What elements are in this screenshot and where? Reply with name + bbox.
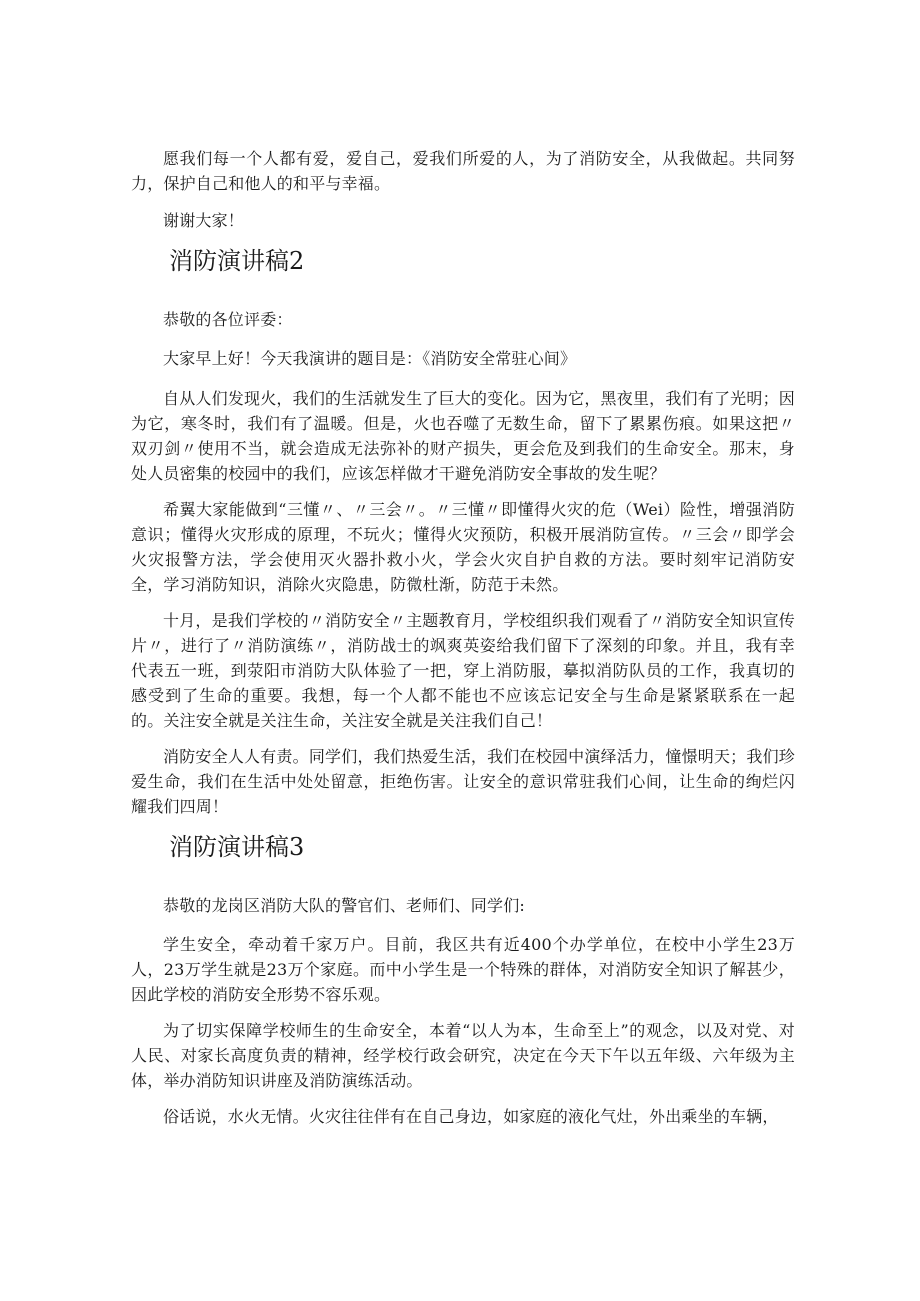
paragraph: 消防安全人人有责。同学们，我们热爱生活，我们在校园中演绎活力，憧憬明天；我们珍爱生命，我们在生活中处处留意，拒绝伤害。让安全的意识常驻我们心间，让生命的绚烂闪耀我们四周！ [131,747,795,816]
paragraph: 谢谢大家！ [163,211,245,230]
paragraph: 学生安全，牵动着千家万户。目前，我区共有近400个办学单位，在校中小学生23万人，23万学生就是23万个家庭。而中小学生是一个特殊的群体，对消防安全知识了解甚少，因此学校的消防安全形势不容乐观。 [131,935,795,1004]
paragraph: 恭敬的龙岗区消防大队的警官们、老师们、同学们: [163,896,525,915]
paragraph: 大家早上好！今天我演讲的题目是：《消防安全常驻心间》 [163,349,577,368]
section-heading: 消防演讲稿2 [169,247,305,275]
section-heading: 消防演讲稿3 [169,833,305,861]
paragraph: 自从人们发现火，我们的生活就发生了巨大的变化。因为它，黑夜里，我们有了光明；因为它，寒冬时，我们有了温暖。但是，火也吞噬了无数生命，留下了累累伤痕。如果这把〃双刃剑〃使用不当，就会造成无法弥补的财产损失，更会危及到我们的生命安全。那末，身处人员密集的校园中的我们，应该怎样做才干避免消防安全事故的发生呢？ [131,389,795,483]
paragraph: 俗话说，水火无情。火灾往往伴有在自己身边，如家庭的液化气灶，外出乘坐的车辆， [163,1107,779,1126]
paragraph: 恭敬的各位评委： [163,310,293,329]
paragraph: 为了切实保障学校师生的生命安全，本着“以人为本，生命至上”的观念，以及对党、对人民、对家长高度负责的精神，经学校行政会研究，决定在今天下午以五年级、六年级为主体，举办消防知识讲座及消防演练活动。 [131,1021,795,1090]
paragraph: 希翼大家能做到“三懂〃、〃三会〃。〃三懂〃即懂得火灾的危（Wei）险性，增强消防意识；懂得火灾形成的原理，不玩火；懂得火灾预防，积极开展消防宣传。〃三会〃即学会火灾报警方法，学会使用灭火器扑救小火，学会火灾自护自救的方法。要时刻牢记消防安全，学习消防知识，消除火灾隐患，防微杜渐，防范于未然。 [131,500,795,594]
paragraph: 十月，是我们学校的〃消防安全〃主题教育月，学校组织我们观看了〃消防安全知识宣传片〃，进行了〃消防演练〃，消防战士的飒爽英姿给我们留下了深刻的印象。并且，我有幸代表五一班，到荥阳市消防大队体验了一把，穿上消防服，摹拟消防队员的工作，我真切的感受到了生命的重要。我想，每一个人都不能也不应该忘记安全与生命是紧紧联系在一起的。关注安全就是关注生命，关注安全就是关注我们自己！ [131,611,795,730]
document-page [131,146,795,1129]
paragraph: 愿我们每一个人都有爱，爱自己，爱我们所爱的人，为了消防安全，从我做起。共同努力，保护自己和他人的和平与幸福。 [131,149,795,193]
